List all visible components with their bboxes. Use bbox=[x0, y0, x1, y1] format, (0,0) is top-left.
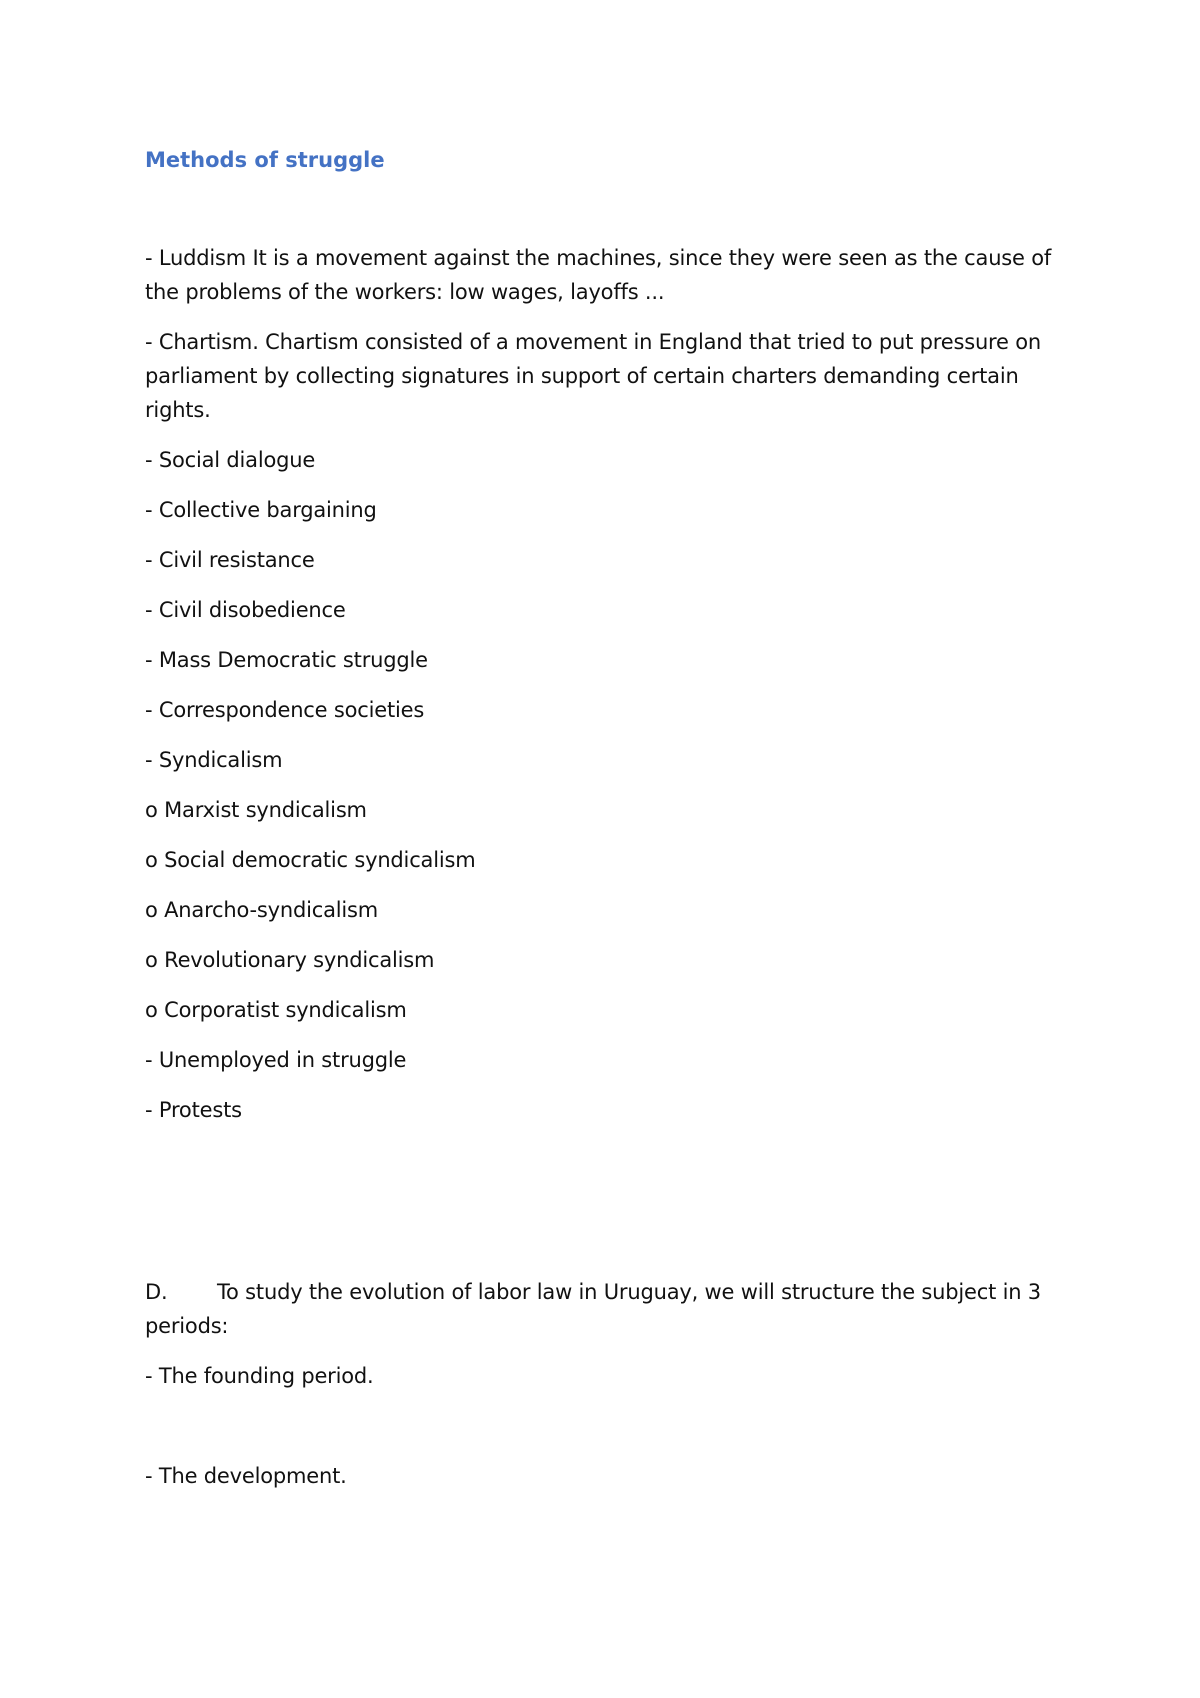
list-item-unemployed: - Unemployed in struggle bbox=[145, 1048, 407, 1072]
section-d-letter: D. bbox=[145, 1280, 168, 1304]
list-item-mass-democratic-struggle: - Mass Democratic struggle bbox=[145, 648, 428, 672]
list-item-luddism: - Luddism It is a movement against the machines, since they were seen as the cause of the problems of the workers: low wages, layoffs ... bbox=[145, 246, 1052, 304]
section-heading: Methods of struggle bbox=[145, 148, 385, 172]
sublist-item-revolutionary: o Revolutionary syndicalism bbox=[145, 948, 435, 972]
section-d-paragraph bbox=[145, 1275, 1065, 1343]
list-item-protests: - Protests bbox=[145, 1098, 242, 1122]
list-item-social-dialogue: - Social dialogue bbox=[145, 448, 316, 472]
period-founding: - The founding period. bbox=[145, 1364, 374, 1388]
sublist-item-marxist: o Marxist syndicalism bbox=[145, 798, 367, 822]
list-item-collective-bargaining: - Collective bargaining bbox=[145, 498, 377, 522]
section-d-text: To study the evolution of labor law in Uruguay, we will structure the subject in 3 periods: bbox=[145, 1280, 1041, 1338]
sublist-item-social-democratic: o Social democratic syndicalism bbox=[145, 848, 476, 872]
list-item-civil-disobedience: - Civil disobedience bbox=[145, 598, 346, 622]
list-item-syndicalism: - Syndicalism bbox=[145, 748, 283, 772]
sublist-item-anarcho: o Anarcho-syndicalism bbox=[145, 898, 379, 922]
sublist-item-corporatist: o Corporatist syndicalism bbox=[145, 998, 407, 1022]
document-content bbox=[145, 143, 1065, 1493]
list-item-civil-resistance: - Civil resistance bbox=[145, 548, 315, 572]
period-development: - The development. bbox=[145, 1464, 347, 1488]
list-item-correspondence-societies: - Correspondence societies bbox=[145, 698, 425, 722]
list-item-chartism: - Chartism. Chartism consisted of a movement in England that tried to put pressure on parliament by collecting signatures in support of certain charters demanding certain rights. bbox=[145, 330, 1041, 422]
